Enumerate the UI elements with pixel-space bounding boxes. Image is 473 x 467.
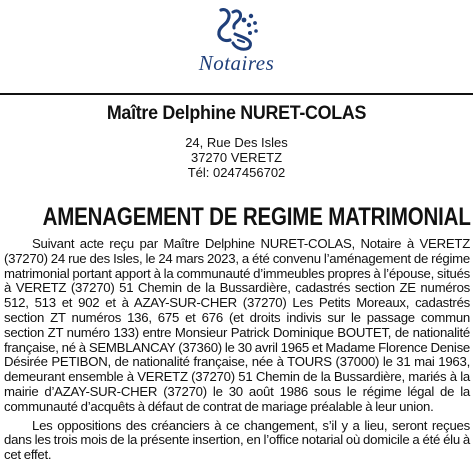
- notaires-seal-icon: [211, 6, 263, 52]
- header-divider: [0, 93, 473, 95]
- notice-body: [4, 237, 470, 467]
- address-city: 37270 VERETZ: [190, 150, 283, 165]
- office-block: [0, 103, 473, 125]
- address-street: 24, Rue Des Isles: [185, 135, 288, 150]
- office-address: [0, 135, 473, 180]
- notice-title: AMENAGEMENT DE REGIME MATRIMONIAL: [42, 203, 471, 231]
- notice-paragraph: Suivant acte reçu par Maître Delphine NURET-COLAS, Notaire à VERETZ (37270) 24 rue des Isles, le 24 mars 2023, a été convenu l’aménagement de régime matrimonial portant apport à la communauté d’immeubles propres à l’épouse, situés à VERETZ (37270) 51 Chemin de la Bussardière, cadastrés section ZE numéros 512, 513 et 902 et à AZAY-SUR-CHER (37270) Les Petits Moreaux, cadastrés section ZT numéros 136, 675 et 676 (et droits indivis sur le passage commun section ZT numéro 133) entre Monsieur Patrick Dominique BOUTET, de nationalité française, né à SEMBLANCAY (37360) le 30 avril 1965 et Madame Florence Denise Désirée PETIBON, de nationalité française, née à TOURS (37000) le 31 mai 1963, demeurant ensemble à VERETZ (37270) 51 Chemin de la Bussardière, mariés à la mairie d’AZAY-SUR-CHER (37270) le 30 août 1986 sous le régime légal de la communauté d’acquêts à défaut de contrat de mariage préalable à leur union.: [4, 236, 470, 414]
- brand-wordmark: Notaires: [198, 51, 275, 75]
- notaires-logo: [0, 6, 473, 76]
- office-phone: Tél: 0247456702: [187, 165, 286, 180]
- notary-name: Maître Delphine NURET-COLAS: [106, 103, 367, 124]
- notice-paragraph: Les oppositions des créanciers à ce changement, s’il y a lieu, seront reçues dans les trois mois de la présente insertion, en l’office notarial où domicile a été élu à cet effet.: [4, 417, 470, 463]
